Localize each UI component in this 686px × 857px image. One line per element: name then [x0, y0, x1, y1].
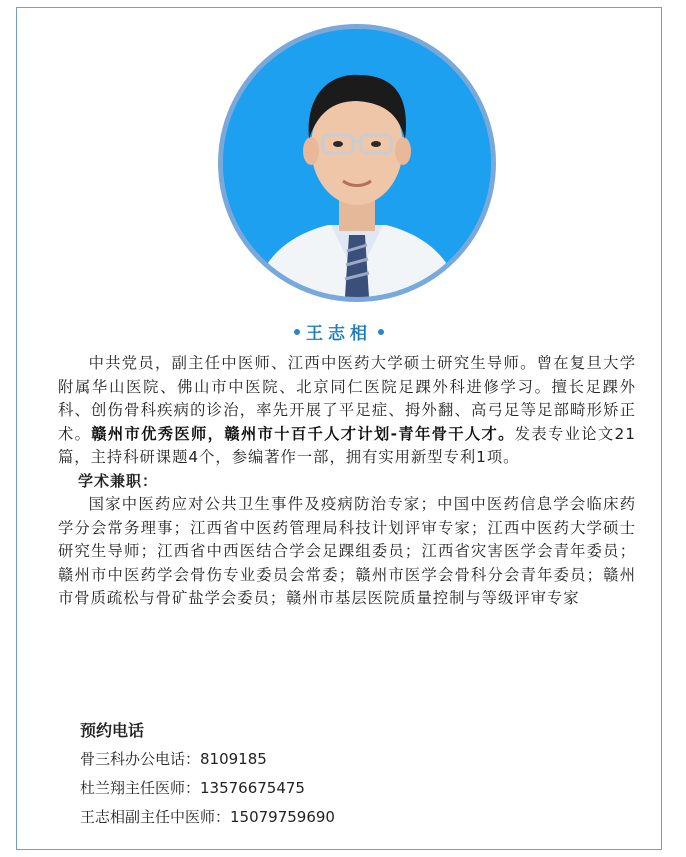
doctor-portrait: [218, 24, 496, 302]
academic-text: 国家中医药应对公共卫生事件及疫病防治专家；中国中医药信息学会临床药学分会常务理事；江西省中医药管理局科技计划评审专家；江西中医药大学硕士研究生导师；江西省中西医结合学会足踝组委员；江西省灾害医学会青年委员；赣州市中医药学会骨伤专业委员会常委；赣州市医学会骨科分会青年委员；赣州市骨质疏松与骨矿盐学会委员；赣州市基层医院质量控制与等级评审专家: [58, 495, 636, 607]
profile-card: [16, 7, 662, 850]
bio-text-2: 发表专业论文21篇，主持科研课题4个，参编著作一部，拥有实用新型专利1项。: [58, 424, 636, 466]
bio-text: 中共党员，副主任中医师、江西中医药大学硕士研究生导师。曾在复旦大学附属华山医院、佛山市中医院、北京同仁医院足踝外科进修学习。擅长足踝外科、创伤骨科疾病的诊治，率先开展了平足症、拇外翻、高弓足等足部畸形矫正术。: [58, 354, 636, 443]
doctor-bio: [58, 352, 636, 611]
appointment-line: 王志相副主任中医师：15079759690: [80, 808, 335, 826]
appointment-section: [80, 716, 335, 832]
doctor-name: 王志相: [306, 324, 372, 344]
bullet-dot-icon: [378, 329, 384, 335]
academic-title: 学术兼职：: [78, 471, 159, 490]
appointment-line: 杜兰翔主任医师：13576675475: [80, 779, 305, 797]
bullet-dot-icon: [294, 329, 300, 335]
appointment-line: 骨三科办公电话：8109185: [80, 750, 267, 768]
appointment-title: 预约电话: [80, 721, 145, 740]
doctor-name-heading: [17, 319, 661, 344]
bio-honors: 赣州市优秀医师，赣州市十百千人才计划-青年骨干人才。: [91, 424, 515, 443]
portrait-illustration: [223, 29, 491, 297]
bio-paragraph: [58, 352, 636, 470]
